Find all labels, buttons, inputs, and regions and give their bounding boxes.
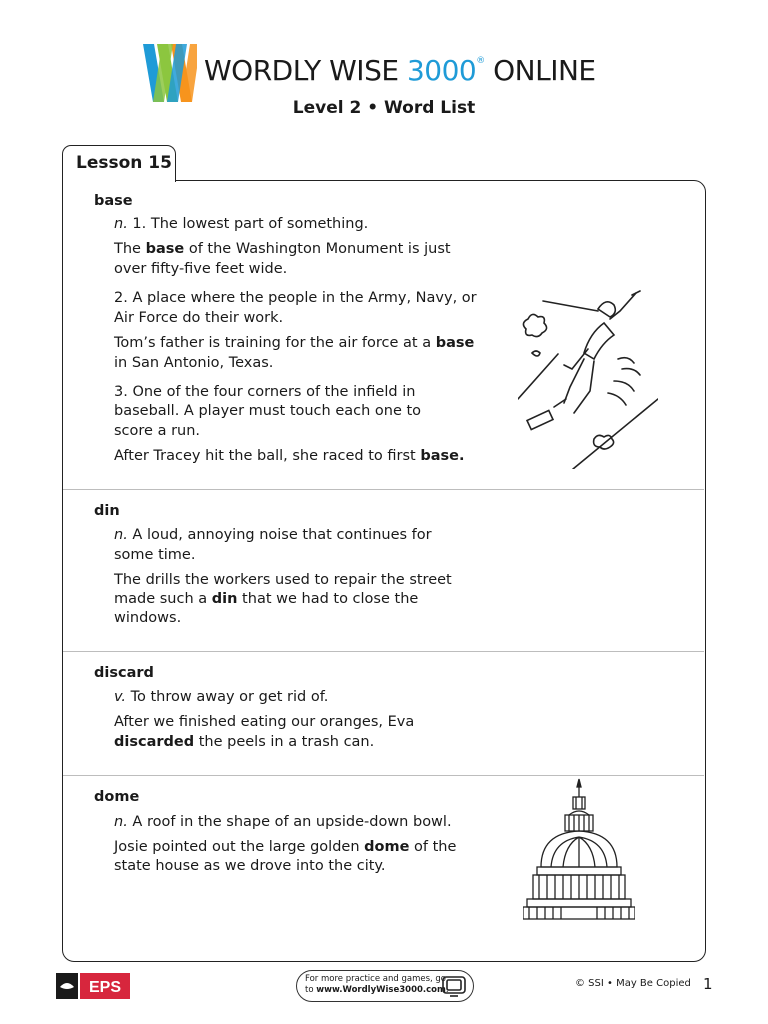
page-number: 1 — [703, 975, 713, 993]
wordly-wise-logo-icon — [143, 44, 197, 102]
definition-line: baseball. A player must touch each one to — [114, 403, 422, 419]
definition-line: some time. — [114, 547, 196, 563]
promo-url-link[interactable]: www.WordlyWise3000.com — [316, 985, 446, 995]
example-line: in San Antonio, Texas. — [114, 355, 274, 371]
example-line: Tom’s father is training for the air force at a base — [114, 335, 475, 351]
definition-line: 2. A place where the people in the Army, Navy, or — [114, 290, 477, 306]
example-line: The drills the workers used to repair the street — [114, 572, 452, 588]
page-header — [0, 40, 768, 130]
page-footer — [0, 970, 768, 1010]
example-line: state house as we drove into the city. — [114, 858, 386, 874]
brand-title: WORDLY WISE 3000® ONLINE — [204, 54, 596, 87]
entry-word: discard — [94, 665, 154, 681]
entry-discard — [63, 651, 704, 775]
example-line: made such a din that we had to close the — [114, 591, 419, 607]
word-list-panel — [62, 180, 706, 962]
definition-line: 3. One of the four corners of the infield in — [114, 384, 416, 400]
example-line: discarded the peels in a trash can. — [114, 734, 375, 750]
page-subtitle: Level 2 • Word List — [292, 98, 476, 118]
promo-box[interactable] — [296, 970, 474, 1002]
example-line: The base of the Washington Monument is just — [114, 241, 451, 257]
definition-line: n. A loud, annoying noise that continues for — [114, 527, 432, 543]
eps-logo-icon — [56, 973, 134, 999]
entry-word: dome — [94, 789, 140, 805]
svg-text:EPS: EPS — [88, 979, 122, 996]
entry-base — [63, 181, 704, 489]
example-line: Josie pointed out the large golden dome of the — [114, 839, 457, 855]
capitol-dome-illustration — [523, 775, 635, 921]
entry-dome — [63, 775, 704, 961]
promo-text: For more practice and games, go to www.WordlyWise3000.com. — [305, 974, 449, 995]
computer-monitor-icon — [441, 976, 467, 998]
lesson-tab: Lesson 15 — [62, 145, 176, 182]
baseball-slide-illustration — [518, 289, 658, 469]
example-line: over fifty-five feet wide. — [114, 261, 288, 277]
copyright-notice: © SSI • May Be Copied — [575, 978, 691, 989]
entry-din — [63, 489, 704, 651]
definition-line: score a run. — [114, 423, 201, 439]
example-line: windows. — [114, 610, 182, 626]
definition-line: n. A roof in the shape of an upside-down bowl. — [114, 814, 452, 830]
example-line: After Tracey hit the ball, she raced to first base. — [114, 448, 465, 464]
definition-line: v. To throw away or get rid of. — [114, 689, 329, 705]
entry-word: base — [94, 193, 133, 209]
example-line: After we finished eating our oranges, Eva — [114, 714, 415, 730]
definition-line: Air Force do their work. — [114, 310, 284, 326]
entry-word: din — [94, 503, 120, 519]
definition-line: n. 1. The lowest part of something. — [114, 216, 369, 232]
